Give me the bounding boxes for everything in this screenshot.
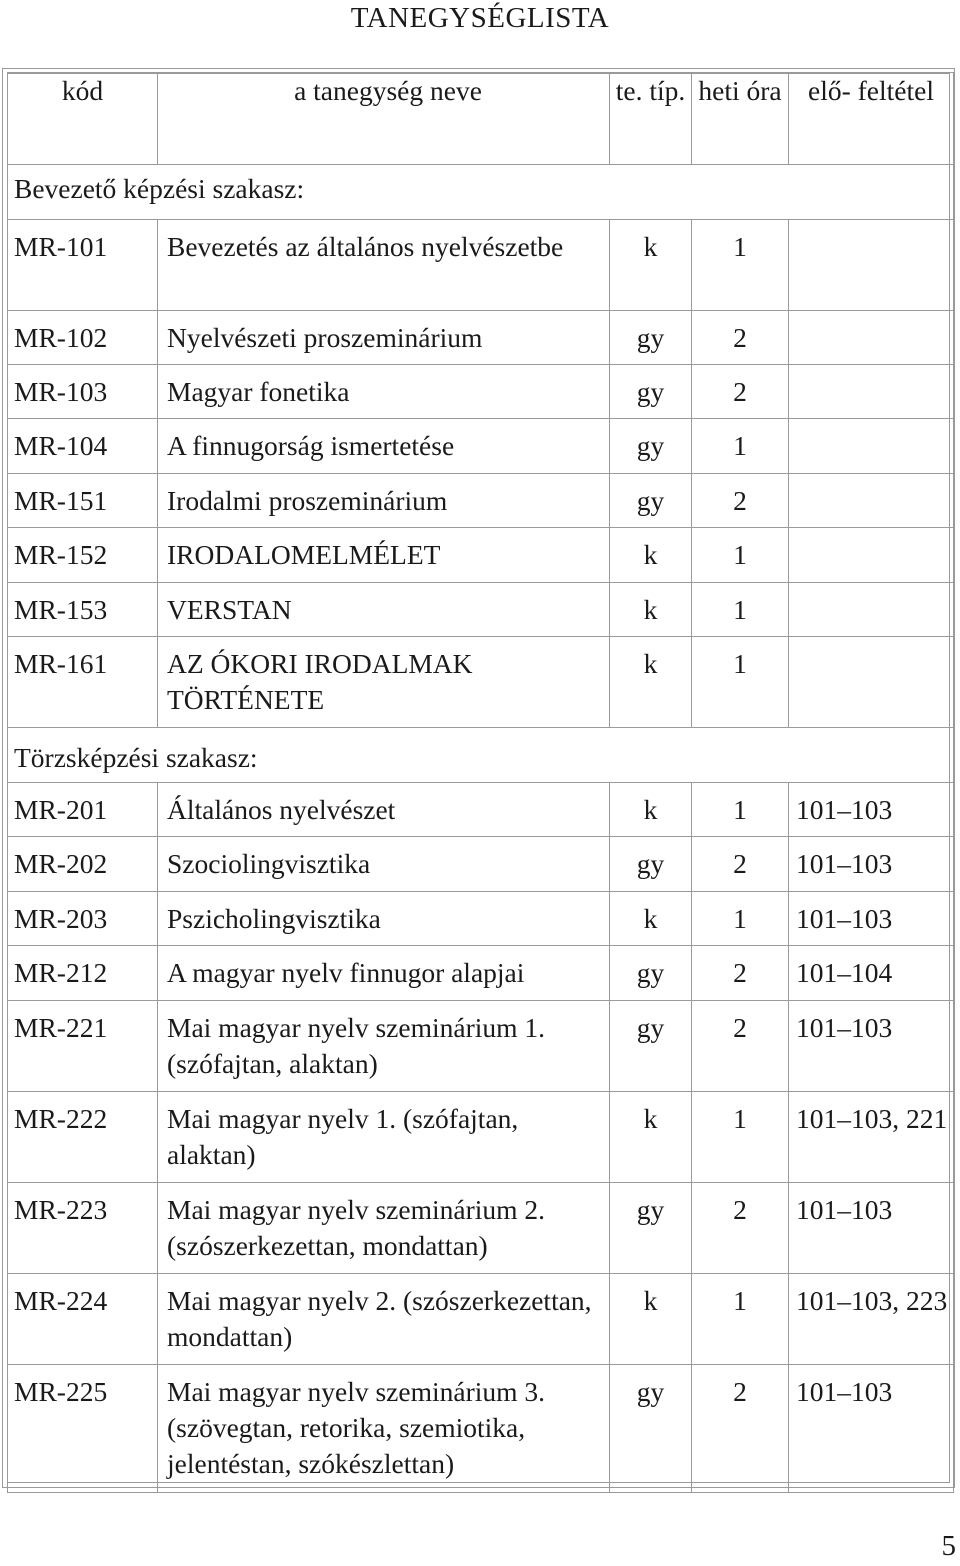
course-prereq: 101–103 <box>789 1365 954 1493</box>
course-hours: 2 <box>692 311 789 365</box>
course-prereq: 101–103, 223 <box>789 1274 954 1365</box>
course-type: gy <box>610 311 692 365</box>
course-hours: 2 <box>692 365 789 419</box>
course-name: Bevezetés az általános nyelvészetbe <box>158 220 610 311</box>
course-prereq <box>789 365 954 419</box>
course-prereq <box>789 419 954 474</box>
table-row <box>8 528 954 583</box>
course-prereq: 101–103 <box>789 892 954 946</box>
course-code: MR-103 <box>8 365 158 419</box>
course-hours: 1 <box>692 528 789 583</box>
section-title: Bevezető képzési szakasz: <box>8 165 954 220</box>
course-code: MR-102 <box>8 311 158 365</box>
header-name: a tanegység neve <box>158 73 610 165</box>
course-type: gy <box>610 1183 692 1274</box>
course-prereq: 101–103 <box>789 837 954 892</box>
course-name: Mai magyar nyelv szeminárium 3. (szövegtan, retorika, szemiotika, jelentéstan, szókészlettan) <box>158 1365 610 1493</box>
course-type: k <box>610 583 692 637</box>
course-hours: 1 <box>692 1092 789 1183</box>
table-row <box>8 783 954 837</box>
course-name: Magyar fonetika <box>158 365 610 419</box>
section-row <box>8 728 954 783</box>
course-prereq: 101–103 <box>789 1001 954 1092</box>
course-code: MR-212 <box>8 946 158 1001</box>
course-code: MR-223 <box>8 1183 158 1274</box>
course-name: Szociolingvisztika <box>158 837 610 892</box>
course-prereq <box>789 474 954 528</box>
header-code: kód <box>8 73 158 165</box>
table-row <box>8 1001 954 1092</box>
course-hours: 1 <box>692 583 789 637</box>
table-row <box>8 583 954 637</box>
course-code: MR-224 <box>8 1274 158 1365</box>
course-type: k <box>610 1092 692 1183</box>
course-type: k <box>610 1274 692 1365</box>
course-type: k <box>610 783 692 837</box>
table-row <box>8 1274 954 1365</box>
course-hours: 1 <box>692 892 789 946</box>
table-row <box>8 946 954 1001</box>
table-row <box>8 365 954 419</box>
course-prereq <box>789 637 954 728</box>
page-title: TANEGYSÉGLISTA <box>350 2 610 34</box>
course-type: gy <box>610 1001 692 1092</box>
table-row <box>8 1365 954 1493</box>
course-name: Irodalmi proszeminárium <box>158 474 610 528</box>
course-type: gy <box>610 419 692 474</box>
course-type: k <box>610 220 692 311</box>
course-hours: 2 <box>692 946 789 1001</box>
course-code: MR-225 <box>8 1365 158 1493</box>
course-code: MR-161 <box>8 637 158 728</box>
table-row <box>8 311 954 365</box>
header-prereq: elő- feltétel <box>789 73 954 165</box>
table-row <box>8 1092 954 1183</box>
course-hours: 1 <box>692 419 789 474</box>
course-prereq <box>789 583 954 637</box>
table-row <box>8 419 954 474</box>
course-name: Általános nyelvészet <box>158 783 610 837</box>
course-name: Mai magyar nyelv szeminárium 1. (szófajtan, alaktan) <box>158 1001 610 1092</box>
course-name: Mai magyar nyelv szeminárium 2. (szószerkezettan, mondattan) <box>158 1183 610 1274</box>
table-row <box>8 637 954 728</box>
course-type: gy <box>610 946 692 1001</box>
course-prereq <box>789 311 954 365</box>
course-hours: 2 <box>692 474 789 528</box>
course-code: MR-153 <box>8 583 158 637</box>
course-code: MR-104 <box>8 419 158 474</box>
course-name: IRODALOMELMÉLET <box>158 528 610 583</box>
course-name: A finnugorság ismertetése <box>158 419 610 474</box>
course-name: Mai magyar nyelv 1. (szófajtan, alaktan) <box>158 1092 610 1183</box>
course-hours: 2 <box>692 837 789 892</box>
table-row <box>8 837 954 892</box>
table-row <box>8 892 954 946</box>
course-code: MR-101 <box>8 220 158 311</box>
section-row <box>8 165 954 220</box>
course-prereq: 101–104 <box>789 946 954 1001</box>
header-hours: heti óra <box>692 73 789 165</box>
course-prereq <box>789 528 954 583</box>
course-code: MR-202 <box>8 837 158 892</box>
course-name: A magyar nyelv finnugor alapjai <box>158 946 610 1001</box>
course-code: MR-203 <box>8 892 158 946</box>
course-code: MR-152 <box>8 528 158 583</box>
course-code: MR-222 <box>8 1092 158 1183</box>
page-number: 5 <box>941 1530 956 1562</box>
course-hours: 2 <box>692 1365 789 1493</box>
course-name: VERSTAN <box>158 583 610 637</box>
course-prereq: 101–103 <box>789 783 954 837</box>
course-hours: 1 <box>692 783 789 837</box>
course-hours: 2 <box>692 1183 789 1274</box>
course-code: MR-151 <box>8 474 158 528</box>
course-type: k <box>610 528 692 583</box>
course-prereq: 101–103 <box>789 1183 954 1274</box>
course-name: Nyelvészeti proszeminárium <box>158 311 610 365</box>
course-hours: 2 <box>692 1001 789 1092</box>
header-type: te. típ. <box>610 73 692 165</box>
course-name: AZ ÓKORI IRODALMAK TÖRTÉNETE <box>158 637 610 728</box>
course-code: MR-221 <box>8 1001 158 1092</box>
table-row <box>8 474 954 528</box>
course-hours: 1 <box>692 220 789 311</box>
course-type: k <box>610 892 692 946</box>
course-name: Pszicholingvisztika <box>158 892 610 946</box>
course-name: Mai magyar nyelv 2. (szószerkezettan, mondattan) <box>158 1274 610 1365</box>
course-type: gy <box>610 474 692 528</box>
course-code: MR-201 <box>8 783 158 837</box>
table-row <box>8 1183 954 1274</box>
course-table <box>7 72 954 1493</box>
course-hours: 1 <box>692 1274 789 1365</box>
course-type: gy <box>610 837 692 892</box>
table-row <box>8 220 954 311</box>
course-type: k <box>610 637 692 728</box>
course-prereq: 101–103, 221 <box>789 1092 954 1183</box>
course-prereq <box>789 220 954 311</box>
course-hours: 1 <box>692 637 789 728</box>
table-header-row <box>8 73 954 165</box>
section-title: Törzsképzési szakasz: <box>8 728 954 783</box>
course-type: gy <box>610 1365 692 1493</box>
course-type: gy <box>610 365 692 419</box>
